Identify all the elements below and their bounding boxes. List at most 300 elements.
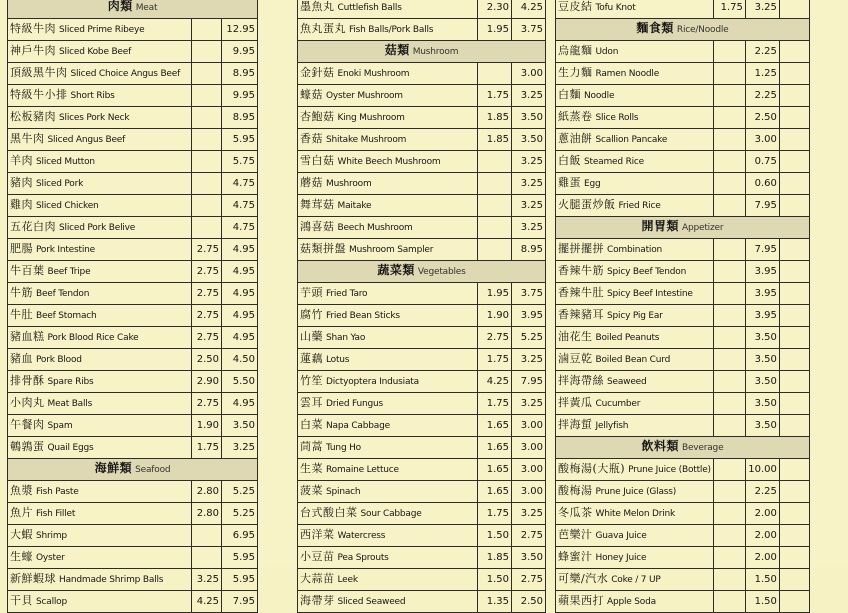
item-price-small <box>713 239 745 261</box>
menu-table-2 <box>297 0 546 613</box>
section-header-row <box>298 261 546 283</box>
item-name-cell <box>8 217 192 239</box>
section-title-en: Rice/Noodle <box>676 25 729 35</box>
item-name-cell <box>298 393 478 415</box>
menu-item-row <box>8 525 258 547</box>
menu-item-row <box>298 195 546 217</box>
item-price-large: 2.75 <box>512 525 546 547</box>
item-price-small <box>192 63 222 85</box>
item-price-large: 5.25 <box>512 327 546 349</box>
item-price-small <box>478 217 512 239</box>
extra-cell <box>779 591 809 613</box>
item-name-cell <box>8 569 192 591</box>
extra-cell <box>779 283 809 305</box>
menu-item-row <box>298 415 546 437</box>
item-name-en: Prune Juice (Glass) <box>595 487 677 497</box>
item-price-small <box>192 129 222 151</box>
item-name-zh: 蓮藕 <box>300 352 323 365</box>
item-price-large: 8.95 <box>222 107 258 129</box>
menu-item-row <box>556 107 810 129</box>
item-name-cell <box>8 437 192 459</box>
item-name-zh: 蠔菇 <box>300 88 323 101</box>
item-name-zh: 拌黃瓜 <box>558 396 593 409</box>
item-name-cell <box>8 547 192 569</box>
item-name-zh: 排骨酥 <box>10 374 45 387</box>
item-name-zh: 茼蒿 <box>300 440 323 453</box>
item-name-cell <box>556 41 714 63</box>
item-price-large: 4.95 <box>222 261 258 283</box>
item-name-en: White Beech Mushroom <box>337 157 441 167</box>
item-name-zh: 特級牛肉 <box>10 22 56 35</box>
section-title-en: Vegetables <box>417 267 466 277</box>
section-header-row <box>298 41 546 63</box>
extra-cell <box>779 107 809 129</box>
item-name-cell <box>298 239 478 261</box>
item-name-en: Scallion Pancake <box>595 135 668 145</box>
menu-item-row <box>8 305 258 327</box>
item-name-cell <box>8 503 192 525</box>
item-name-zh: 牛百葉 <box>10 264 45 277</box>
item-name-zh: 蘋果西打 <box>558 594 604 607</box>
item-price-small <box>713 547 745 569</box>
item-price-small <box>713 393 745 415</box>
menu-item-row <box>556 547 810 569</box>
item-name-cell <box>298 151 478 173</box>
item-price-large: 3.00 <box>512 459 546 481</box>
menu-item-row <box>298 0 546 19</box>
item-name-cell <box>556 459 714 481</box>
item-price-small <box>713 459 745 481</box>
menu-item-row <box>556 0 810 19</box>
menu-item-row <box>556 195 810 217</box>
item-name-zh: 酸梅湯(大瓶) <box>558 462 626 475</box>
item-name-en: Sliced Chicken <box>36 201 99 211</box>
section-header <box>298 41 546 63</box>
menu-item-row <box>8 503 258 525</box>
item-price-small <box>713 195 745 217</box>
item-price-large: 3.25 <box>512 173 546 195</box>
item-price-large: 3.95 <box>745 283 779 305</box>
extra-cell <box>779 239 809 261</box>
menu-item-row <box>298 371 546 393</box>
item-name-en: Quail Eggs <box>47 443 94 453</box>
menu-item-row <box>8 569 258 591</box>
item-name-en: Slice Rolls <box>595 113 639 123</box>
item-price-small <box>192 547 222 569</box>
item-price-small <box>192 173 222 195</box>
menu-item-row <box>298 525 546 547</box>
menu-item-row <box>556 129 810 151</box>
item-name-cell <box>8 85 192 107</box>
item-price-small: 2.80 <box>192 503 222 525</box>
item-price-large: 0.60 <box>745 173 779 195</box>
item-name-en: Apple Soda <box>607 597 656 607</box>
item-name-en: Slices Pork Neck <box>59 113 130 123</box>
item-name-cell <box>8 107 192 129</box>
item-price-large: 3.50 <box>512 547 546 569</box>
item-name-en: Napa Cabbage <box>326 421 390 431</box>
section-header-row <box>556 437 810 459</box>
item-name-cell <box>298 349 478 371</box>
section-title-zh: 開胃類 <box>641 219 680 233</box>
item-name-zh: 大蒜苗 <box>300 572 335 585</box>
menu-column-1 <box>7 0 258 613</box>
menu-item-row <box>8 371 258 393</box>
item-name-en: Prune Juice (Bottle) <box>628 465 711 475</box>
section-title-zh: 飲料類 <box>641 439 679 453</box>
item-price-large: 2.00 <box>745 503 779 525</box>
item-name-en: Coke / 7 UP <box>611 575 661 585</box>
extra-cell <box>779 195 809 217</box>
item-name-zh: 小肉丸 <box>10 396 45 409</box>
item-name-zh: 牛肚 <box>10 308 33 321</box>
item-price-large: 3.25 <box>512 503 546 525</box>
item-name-en: Short Ribs <box>70 91 115 101</box>
section-title-en: Mushroom <box>412 47 459 57</box>
item-name-zh: 白飯 <box>558 154 581 167</box>
extra-cell <box>779 459 809 481</box>
item-price-small <box>713 283 745 305</box>
item-name-en: Leek <box>337 575 358 585</box>
menu-item-row <box>298 85 546 107</box>
item-name-cell <box>556 481 714 503</box>
menu-item-row <box>298 437 546 459</box>
item-name-cell <box>8 151 192 173</box>
menu-item-row <box>298 217 546 239</box>
section-header-row <box>556 19 810 41</box>
item-name-en: Cuttlefish Balls <box>337 3 402 13</box>
item-price-large: 8.95 <box>512 239 546 261</box>
item-price-small: 1.50 <box>478 569 512 591</box>
item-price-large: 3.95 <box>745 305 779 327</box>
item-name-cell <box>8 41 192 63</box>
item-name-en: Sliced Kobe Beef <box>59 47 132 57</box>
item-name-en: Fish Balls/Pork Balls <box>349 25 434 35</box>
item-name-en: Pea Sprouts <box>337 553 389 563</box>
item-price-large: 4.95 <box>222 283 258 305</box>
section-title-en: Meat <box>135 3 158 13</box>
menu-item-row <box>556 85 810 107</box>
item-name-en: Pork Blood <box>36 355 82 365</box>
item-name-en: Shrimp <box>36 531 67 541</box>
item-price-large: 3.00 <box>512 437 546 459</box>
item-name-cell <box>8 327 192 349</box>
menu-item-row <box>298 129 546 151</box>
item-price-large: 5.95 <box>222 569 258 591</box>
item-name-cell <box>8 239 192 261</box>
menu-item-row <box>298 305 546 327</box>
item-name-en: Maitake <box>337 201 372 211</box>
item-price-small <box>713 371 745 393</box>
menu-item-row <box>556 459 810 481</box>
item-price-small <box>478 63 512 85</box>
menu-item-row <box>8 173 258 195</box>
item-price-small <box>713 151 745 173</box>
item-price-large: 2.50 <box>512 591 546 613</box>
item-price-small: 2.80 <box>192 481 222 503</box>
item-name-cell <box>8 481 192 503</box>
item-name-en: Dictyoptera Indusiata <box>326 377 419 387</box>
menu-item-row <box>298 327 546 349</box>
item-name-en: Sliced Prime Ribeye <box>59 25 145 35</box>
item-name-zh: 芋頭 <box>300 286 323 299</box>
item-name-zh: 香菇 <box>300 132 323 145</box>
item-price-large: 5.50 <box>222 371 258 393</box>
item-price-large: 3.50 <box>745 327 779 349</box>
item-name-cell <box>8 261 192 283</box>
item-price-large: 10.00 <box>745 459 779 481</box>
item-name-zh: 西洋菜 <box>300 528 335 541</box>
item-name-en: Beef Stomach <box>36 311 97 321</box>
item-price-large: 3.75 <box>512 19 546 41</box>
item-name-en: Romaine Lettuce <box>326 465 399 475</box>
item-name-cell <box>556 349 714 371</box>
menu-item-row <box>8 129 258 151</box>
menu-item-row <box>8 327 258 349</box>
item-price-small: 1.95 <box>478 283 512 305</box>
menu-item-row <box>298 19 546 41</box>
item-name-cell <box>298 0 478 19</box>
item-price-large: 12.95 <box>222 19 258 41</box>
item-price-small <box>713 305 745 327</box>
item-name-en: Guava Juice <box>595 531 647 541</box>
item-price-large: 2.25 <box>745 41 779 63</box>
item-name-cell <box>556 129 714 151</box>
item-name-zh: 紙蒸卷 <box>558 110 593 123</box>
item-price-large: 2.25 <box>745 85 779 107</box>
item-name-cell <box>8 173 192 195</box>
item-name-en: Ramen Noodle <box>595 69 660 79</box>
item-name-cell <box>8 525 192 547</box>
item-price-small: 2.75 <box>192 239 222 261</box>
item-name-zh: 豬血 <box>10 352 33 365</box>
item-name-cell <box>8 591 192 613</box>
item-name-zh: 牛筋 <box>10 286 33 299</box>
item-price-large: 3.50 <box>512 129 546 151</box>
item-name-en: King Mushroom <box>337 113 405 123</box>
item-name-en: Fried Taro <box>326 289 368 299</box>
item-name-cell <box>8 415 192 437</box>
menu-item-row <box>298 547 546 569</box>
item-name-zh: 拌海帶絲 <box>558 374 604 387</box>
menu-item-row <box>298 481 546 503</box>
item-name-en: Fried Rice <box>618 201 661 211</box>
menu-item-row <box>556 305 810 327</box>
menu-item-row <box>8 151 258 173</box>
menu-item-row <box>556 283 810 305</box>
item-price-small: 1.85 <box>478 129 512 151</box>
item-price-small <box>713 569 745 591</box>
section-title-en: Seafood <box>135 465 171 475</box>
section-title-zh: 菇類 <box>384 43 410 57</box>
menu-item-row <box>8 481 258 503</box>
item-name-zh: 酸梅湯 <box>558 484 593 497</box>
menu-item-row <box>8 261 258 283</box>
menu-item-row <box>8 217 258 239</box>
item-price-large: 4.75 <box>222 217 258 239</box>
item-price-large: 0.75 <box>745 151 779 173</box>
item-price-small <box>192 525 222 547</box>
item-name-en: Boiled Peanuts <box>595 333 660 343</box>
item-name-cell <box>556 107 714 129</box>
item-name-en: Fried Bean Sticks <box>326 311 400 321</box>
menu-item-row <box>556 371 810 393</box>
item-price-small: 2.50 <box>192 349 222 371</box>
menu-item-row <box>298 151 546 173</box>
menu-item-row <box>8 85 258 107</box>
menu-item-row <box>8 63 258 85</box>
item-name-cell <box>556 525 714 547</box>
item-price-large: 2.75 <box>512 569 546 591</box>
item-name-zh: 菠菜 <box>300 484 323 497</box>
item-name-en: Beef Tendon <box>36 289 90 299</box>
item-price-large: 7.95 <box>512 371 546 393</box>
item-name-cell <box>298 327 478 349</box>
item-price-small: 2.75 <box>192 327 222 349</box>
menu-item-row <box>8 393 258 415</box>
item-name-zh: 金針菇 <box>300 66 335 79</box>
item-price-large: 3.25 <box>222 437 258 459</box>
item-price-small: 1.65 <box>478 437 512 459</box>
item-name-cell <box>298 481 478 503</box>
item-name-en: Spinach <box>326 487 361 497</box>
extra-cell <box>779 0 809 19</box>
item-price-small <box>478 151 512 173</box>
item-name-zh: 海帶芽 <box>300 594 335 607</box>
item-name-en: Cucumber <box>595 399 641 409</box>
item-name-cell <box>8 19 192 41</box>
item-name-en: Spare Ribs <box>47 377 94 387</box>
item-name-en: Spicy Beef Tendon <box>607 267 687 277</box>
item-price-small <box>192 85 222 107</box>
item-name-en: Steamed Rice <box>584 157 645 167</box>
item-name-en: Fish Paste <box>36 487 79 497</box>
item-name-en: Spicy Beef Intestine <box>607 289 693 299</box>
item-price-small <box>713 173 745 195</box>
item-name-en: Shitake Mushroom <box>326 135 407 145</box>
item-price-small <box>713 41 745 63</box>
section-header <box>8 459 258 481</box>
item-price-small: 1.75 <box>478 393 512 415</box>
item-price-small: 2.90 <box>192 371 222 393</box>
section-header-row <box>8 459 258 481</box>
item-name-zh: 蘑菇 <box>300 176 323 189</box>
item-price-small <box>713 107 745 129</box>
item-name-zh: 台式酸白菜 <box>300 506 358 519</box>
item-name-zh: 午餐肉 <box>10 418 45 431</box>
item-name-zh: 蜂蜜汁 <box>558 550 593 563</box>
item-price-large: 5.25 <box>222 503 258 525</box>
item-price-small: 2.75 <box>192 393 222 415</box>
item-price-large: 3.95 <box>512 305 546 327</box>
item-price-small <box>192 217 222 239</box>
item-name-en: Sliced Mutton <box>36 157 95 167</box>
item-name-cell <box>8 129 192 151</box>
item-name-cell <box>298 525 478 547</box>
item-name-cell <box>556 195 714 217</box>
item-price-large: 7.95 <box>745 239 779 261</box>
section-header <box>556 217 810 239</box>
item-name-cell <box>298 569 478 591</box>
item-price-small <box>192 19 222 41</box>
item-name-cell <box>298 305 478 327</box>
item-price-large: 3.50 <box>745 371 779 393</box>
item-name-cell <box>556 327 714 349</box>
item-price-large: 7.95 <box>745 195 779 217</box>
section-title-zh: 海鮮類 <box>94 461 133 475</box>
item-name-zh: 鵪鶉蛋 <box>10 440 45 453</box>
section-header-row <box>556 217 810 239</box>
extra-cell <box>779 525 809 547</box>
extra-cell <box>779 415 809 437</box>
item-name-zh: 山藥 <box>300 330 323 343</box>
menu-item-row <box>298 349 546 371</box>
item-name-en: Sliced Pork Belive <box>59 223 136 233</box>
item-price-large: 9.95 <box>222 41 258 63</box>
item-price-large: 3.00 <box>512 481 546 503</box>
item-price-large: 4.95 <box>222 393 258 415</box>
item-price-small <box>713 503 745 525</box>
item-price-small: 1.75 <box>192 437 222 459</box>
item-name-cell <box>8 393 192 415</box>
extra-cell <box>779 547 809 569</box>
menu-item-row <box>556 239 810 261</box>
extra-cell <box>779 503 809 525</box>
item-name-cell <box>556 151 714 173</box>
item-name-cell <box>556 239 714 261</box>
menu-item-row <box>8 239 258 261</box>
menu-item-row <box>8 19 258 41</box>
item-name-zh: 生力麵 <box>558 66 593 79</box>
menu-item-row <box>556 173 810 195</box>
extra-cell <box>779 481 809 503</box>
item-price-large: 1.25 <box>745 63 779 85</box>
item-price-large: 3.50 <box>512 107 546 129</box>
item-name-cell <box>556 371 714 393</box>
item-price-large: 3.95 <box>745 261 779 283</box>
item-name-zh: 墨魚丸 <box>300 0 335 13</box>
menu-column-2 <box>297 0 546 613</box>
item-name-zh: 新鮮蝦球 <box>10 572 56 585</box>
item-name-zh: 特級牛小排 <box>10 88 68 101</box>
item-name-zh: 小豆苗 <box>300 550 335 563</box>
item-name-zh: 白麵 <box>558 88 581 101</box>
item-price-large: 3.25 <box>512 195 546 217</box>
item-price-small <box>192 41 222 63</box>
item-name-zh: 魚丸蛋丸 <box>300 22 346 35</box>
item-name-cell <box>556 547 714 569</box>
item-price-large: 5.95 <box>222 129 258 151</box>
menu-item-row <box>556 569 810 591</box>
menu-item-row <box>8 41 258 63</box>
extra-cell <box>779 327 809 349</box>
item-name-cell <box>298 547 478 569</box>
item-price-small: 1.75 <box>478 349 512 371</box>
item-name-cell <box>298 437 478 459</box>
item-price-large: 3.00 <box>512 63 546 85</box>
item-name-cell <box>556 0 714 19</box>
extra-cell <box>779 349 809 371</box>
item-price-small: 1.85 <box>478 547 512 569</box>
item-name-zh: 滷豆乾 <box>558 352 593 365</box>
item-price-large: 8.95 <box>222 63 258 85</box>
section-header <box>8 0 258 19</box>
item-price-small: 1.95 <box>478 19 512 41</box>
item-price-large: 3.25 <box>512 393 546 415</box>
item-name-en: Tung Ho <box>326 443 361 453</box>
item-price-small <box>713 481 745 503</box>
item-name-en: Seaweed <box>607 377 647 387</box>
